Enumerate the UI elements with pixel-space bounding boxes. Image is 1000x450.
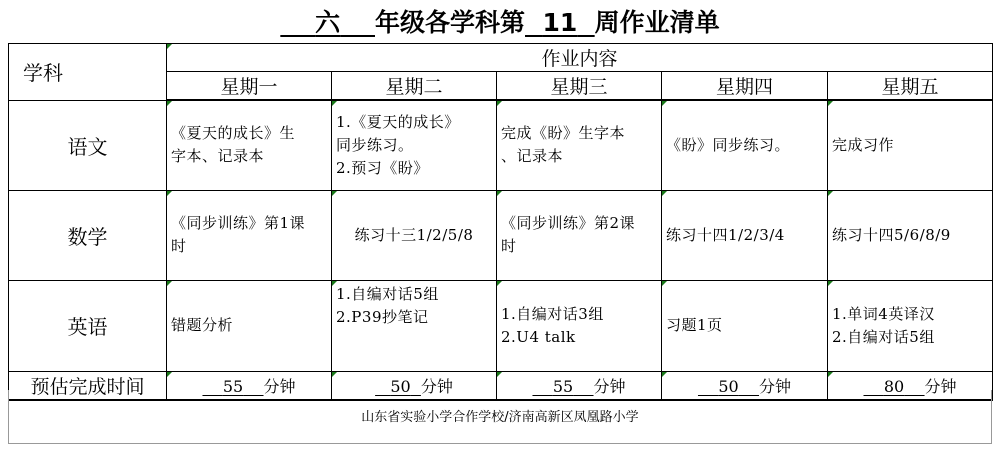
time-tue: 50 分钟 bbox=[332, 371, 497, 400]
school-footer: 山东省实验小学合作学校/济南高新区凤凰路小学 bbox=[361, 410, 639, 425]
subject-header: 学科 bbox=[9, 44, 167, 101]
cell-chinese-fri: 完成习作 bbox=[828, 100, 993, 190]
title-mid-text: 年级各学科第 bbox=[375, 8, 526, 37]
week-value: 11 bbox=[542, 8, 578, 37]
day-thursday: 星期四 bbox=[662, 72, 828, 101]
subject-math: 数学 bbox=[9, 190, 167, 280]
cell-math-thu: 练习十四1/2/3/4 bbox=[662, 190, 828, 280]
cell-english-wed: 1.自编对话3组 2.U4 talk bbox=[497, 280, 662, 371]
time-fri: 80 分钟 bbox=[828, 371, 993, 400]
time-wed: 55 分钟 bbox=[497, 371, 662, 400]
table-row bbox=[9, 100, 993, 190]
day-tuesday: 星期二 bbox=[332, 72, 497, 101]
time-mon: 55 分钟 bbox=[167, 371, 332, 400]
day-monday: 星期一 bbox=[167, 72, 332, 101]
title-suffix: 周作业清单 bbox=[594, 8, 720, 37]
cell-chinese-mon: 《夏天的成长》生 字本、记录本 bbox=[167, 100, 332, 190]
day-wednesday: 星期三 bbox=[497, 72, 662, 101]
time-thu: 50 分钟 bbox=[662, 371, 828, 400]
day-friday: 星期五 bbox=[828, 72, 993, 101]
cell-english-thu: 习题1页 bbox=[662, 280, 828, 371]
homework-table bbox=[8, 43, 993, 401]
sheet-title bbox=[0, 4, 1000, 42]
subject-chinese: 语文 bbox=[9, 100, 167, 190]
cell-math-wed: 《同步训练》第2课 时 bbox=[497, 190, 662, 280]
table-row bbox=[9, 280, 993, 371]
estimated-time-label: 预估完成时间 bbox=[9, 371, 167, 400]
cell-chinese-tue: 1.《夏天的成长》 同步练习。 2.预习《盼》 bbox=[332, 100, 497, 190]
week-blank bbox=[525, 8, 595, 37]
content-header: 作业内容 bbox=[167, 44, 993, 72]
cell-chinese-thu: 《盼》同步练习。 bbox=[662, 100, 828, 190]
grade-value: 六 bbox=[315, 8, 341, 37]
cell-math-tue: 练习十三1/2/5/8 bbox=[332, 190, 497, 280]
cell-english-mon: 错题分析 bbox=[167, 280, 332, 371]
cell-math-mon: 《同步训练》第1课 时 bbox=[167, 190, 332, 280]
subject-english: 英语 bbox=[9, 280, 167, 371]
cell-english-tue: 1.自编对话5组 2.P39抄笔记 bbox=[332, 280, 497, 371]
cell-english-fri: 1.单词4英译汉 2.自编对话5组 bbox=[828, 280, 993, 371]
grade-blank bbox=[280, 8, 375, 37]
table-row bbox=[9, 190, 993, 280]
cell-math-fri: 练习十四5/6/8/9 bbox=[828, 190, 993, 280]
cell-chinese-wed: 完成《盼》生字本 、记录本 bbox=[497, 100, 662, 190]
